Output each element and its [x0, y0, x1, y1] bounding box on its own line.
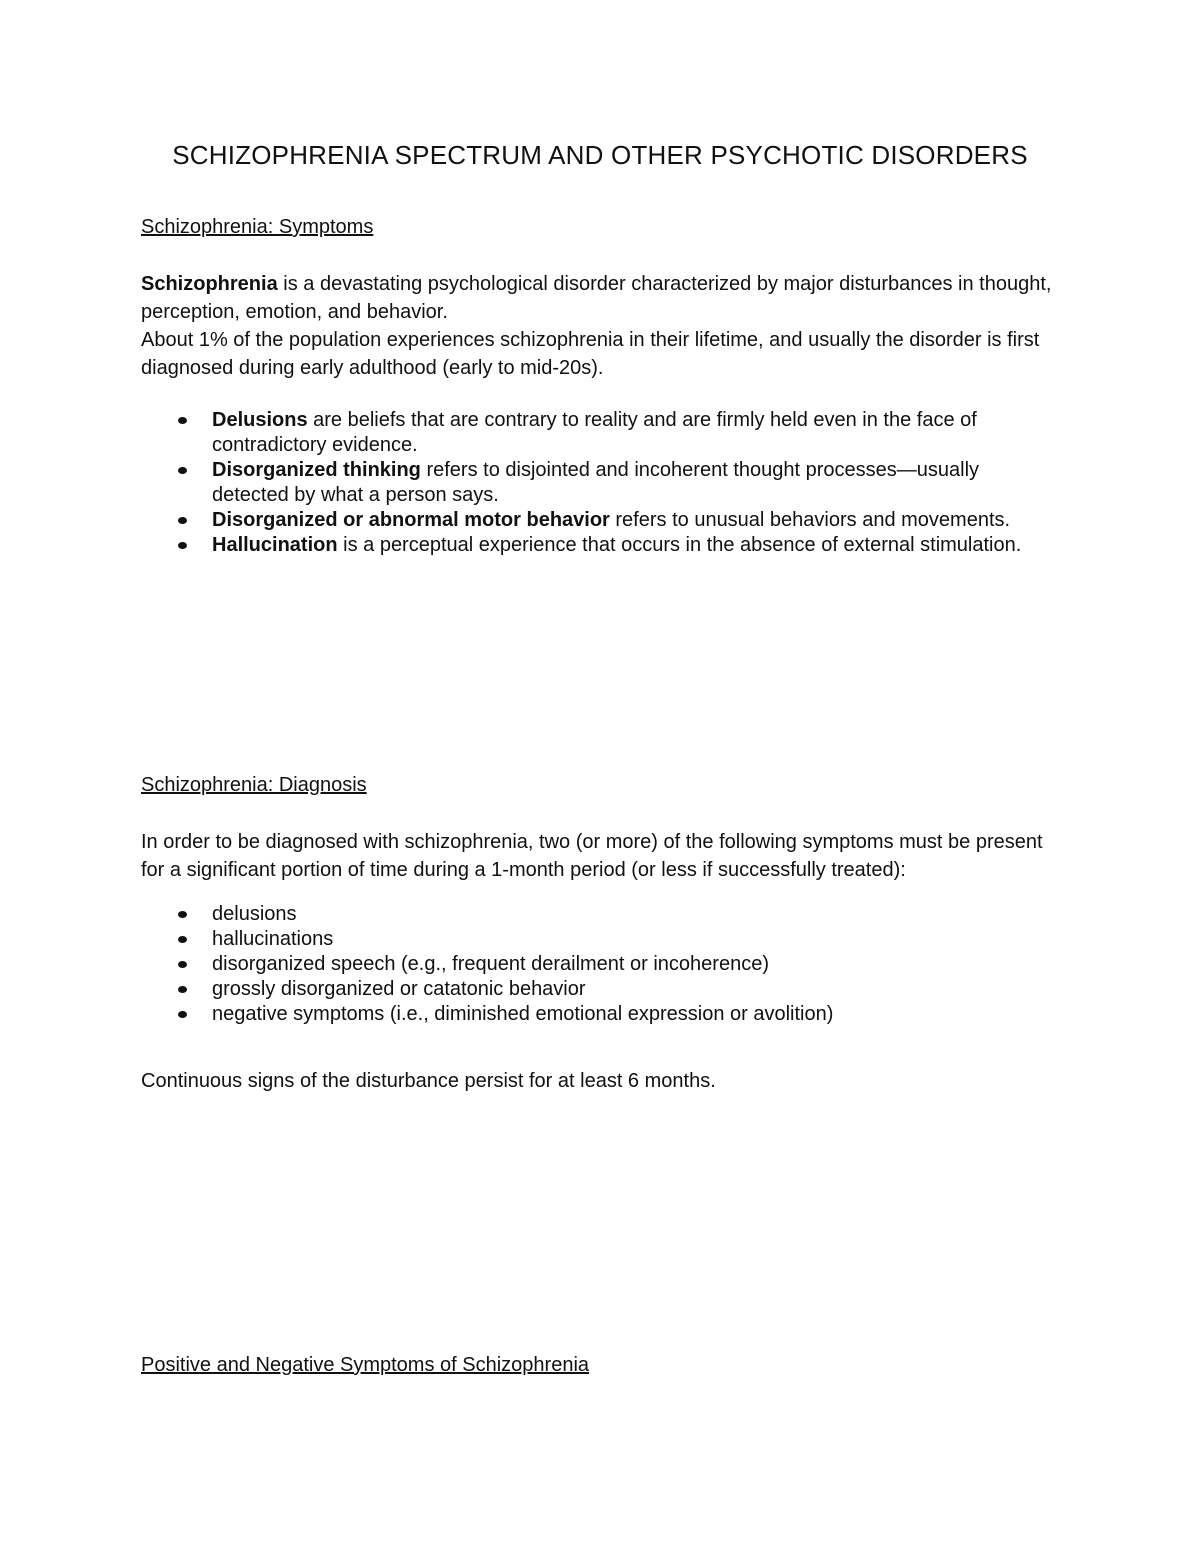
list-item-text: disorganized speech (e.g., frequent derailment or incoherence) [212, 953, 769, 975]
term-delusions: Delusions [212, 409, 308, 431]
list-item-text: grossly disorganized or catatonic behavior [212, 978, 586, 1000]
bullet-icon [178, 961, 187, 968]
list-item [141, 508, 1061, 533]
list-item-text: refers to unusual behaviors and movements. [609, 509, 1011, 531]
paragraph-diagnosis-intro: In order to be diagnosed with schizophrenia, two (or more) of the following symptoms must be present for a significant portion of time during a 1-month period (or less if successfully treated): [141, 831, 1043, 881]
bullet-icon [178, 467, 187, 474]
bullet-icon [178, 517, 187, 524]
list-item-text: are beliefs that are contrary to reality and are firmly held even in the face of contradictory evidence. [212, 409, 977, 456]
bullet-icon [178, 417, 187, 424]
list-item-text: is a perceptual experience that occurs in the absence of external stimulation. [337, 534, 1022, 556]
list-item [141, 533, 1061, 558]
section-heading-positive-negative: Positive and Negative Symptoms of Schizophrenia [141, 1354, 590, 1376]
list-item-text: delusions [212, 903, 297, 925]
bullet-icon [178, 1011, 187, 1018]
list-item [141, 458, 1061, 508]
list-item-text: negative symptoms (i.e., diminished emotional expression or avolition) [212, 1003, 834, 1025]
list-item [141, 952, 1061, 977]
term-schizophrenia: Schizophrenia [141, 273, 278, 295]
section-heading-diagnosis: Schizophrenia: Diagnosis [141, 774, 367, 796]
paragraph-prevalence: About 1% of the population experiences schizophrenia in their lifetime, and usually the disorder is first diagnosed during early adulthood (early to mid-20s). [141, 329, 1040, 379]
term-disorganized-motor-behavior: Disorganized or abnormal motor behavior [212, 509, 610, 531]
bullet-icon [178, 911, 187, 918]
list-item [141, 977, 1061, 1002]
section-heading-symptoms: Schizophrenia: Symptoms [141, 216, 374, 238]
bullet-icon [178, 936, 187, 943]
term-disorganized-thinking: Disorganized thinking [212, 459, 421, 481]
list-item [141, 927, 1061, 952]
list-item [141, 408, 1061, 458]
list-item [141, 902, 1061, 927]
symptoms-list [141, 408, 1061, 558]
paragraph-definition [141, 270, 1061, 326]
diagnosis-criteria-list [141, 902, 1061, 1027]
bullet-icon [178, 542, 187, 549]
list-item-text: hallucinations [212, 928, 334, 950]
definition-text: is a devastating psychological disorder characterized by major disturbances in thought, perception, emotion, and behavior. [141, 273, 1052, 323]
term-hallucination: Hallucination [212, 534, 338, 556]
document-title: SCHIZOPHRENIA SPECTRUM AND OTHER PSYCHOTIC DISORDERS [172, 140, 1028, 170]
list-item [141, 1002, 1061, 1027]
bullet-icon [178, 986, 187, 993]
paragraph-duration: Continuous signs of the disturbance persist for at least 6 months. [141, 1070, 716, 1092]
list-item-text: refers to disjointed and incoherent thought processes—usually detected by what a person says. [212, 459, 980, 506]
